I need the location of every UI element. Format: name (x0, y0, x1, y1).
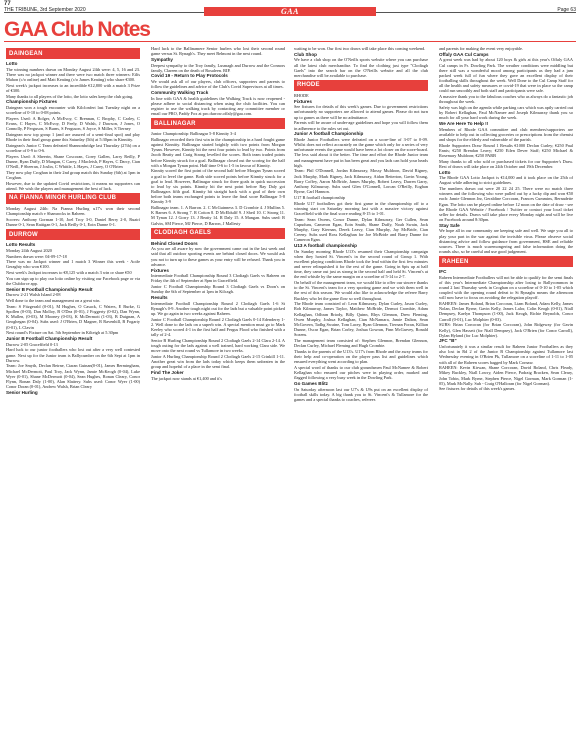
article-paragraph: Rhode U17 footballers got their first game in the championship off to a winning start on Saturday morning last with a massive victory against Graceffield with the final score reading 8-15 to 1-01. (294, 200, 428, 216)
subheading: Fixtures (151, 267, 169, 273)
article-paragraph: Junior C Football Championship Round 2 Clodiagh Gaels 0-14 Edenderry 1-2. Well done to the lads on a superb win. A special mention must go to Mark Keeley who scored 4-1 in the first half and Fergus Flood who finished with a tally of 2-4. (151, 316, 285, 338)
column-2 (151, 46, 285, 727)
subheading: Club Shop (294, 51, 317, 57)
article-paragraph: Rhode Supporters Draw Round 1 Results €1000 Declan Curley; €250 Paul Ennis; €250 Brendan Leavy; €250 Eilen Dever Staff; €250 Michael & Rosemary Muldoon; €250 PARB (439, 142, 573, 158)
article-paragraph: Team: S Fitzgerald (0-01), M Hughes, O Casack, C Waters, E Burke, G Spollen (0-03), Dan Molloy, B O'Dea (0-01), J Foggerty (0-02), Dan Wynn, K Mullen, (0-03), M Mooney (0-03), K McDermott (1-03), B Duignan, A Geoghegan (0-04). Subs used: J O'Brien, D Magner, R Ravenhill, B Fogarty (0-01), L Clavin (6, 303, 140, 330)
section-banner: GAA (204, 7, 376, 16)
subheading: Community Walking Track (151, 89, 209, 95)
page-header (4, 7, 576, 16)
publication-date: THE TRIBUNE, 3rd September 2020 (4, 7, 204, 13)
article-paragraph: A special word of thanks to our club groundsmen Paul McNamee & Robert Kellaghan who ensured our pitches were in playing order, marked and flagged following a very busy week in the Dowling Park. (294, 364, 428, 381)
article-paragraph: See fixtures for details of this week's games. (439, 386, 516, 392)
subheading: Junior A football Championship (294, 131, 364, 137)
article-paragraph: The winning numbers drawn on Monday August 24th were: 4, 5, 16 and 23. There was no jackpot winner and there were two match three winners: Eilís Mahon (c/o online) and Matt Keating (c/o James Keating) who share €300. (6, 66, 140, 82)
subheading: Lotto (6, 61, 18, 66)
article-paragraph: Junior Championship: Ballinagar 5-8 Kinnity 3-4 (151, 131, 236, 137)
subheading: Championship Fixtures (6, 99, 58, 105)
article-paragraph: Team: Joe Smyth, Declan Beirne, Ciaran Guinan(0-01), James Bermingham, Michael McDermott, Paul Troy, Jack Wynn, Jamie McKeogh (0-04), Luke Wyer (0-01), Shane McDermott (0-04), Sean Hughes, Ronan Cleary, Conor Flynn, Ronan Daly (1-00), Alan Slattery. Subs used: Conor Wyer (1-00) Conor Doran (0-01), Andrew Walsh, Brian Cleary (6, 363, 140, 390)
subheading: Junior B Football Championship Result (6, 336, 93, 342)
section-heading: DURROW (6, 229, 140, 240)
subheading: Find The Joker (151, 369, 184, 375)
subheading: Go Games Blitz (294, 381, 328, 387)
article-paragraph: In line with GAA & health guidelines the Walking Track is now reopened - please adhere to social distancing when using the club facilities. You can register to use the walking track by contacting any committee member or email our PRO, Paddy Fox at pro.durrow.offaly@gaa.com. (151, 95, 285, 116)
article-paragraph: U17 B football championship (294, 194, 345, 200)
subheading: Lotto (439, 169, 451, 175)
article-paragraph: Daingean's Junior C Team defeated Shannonbridge last Thursday (27th) on a scoreline of 0-9 to 0-6. (6, 142, 140, 153)
page-number: Page 63 (376, 7, 576, 13)
article-paragraph: Junior A Hurling Championship Round 2 Clodiagh Gaels 2-15 Crinkill 1-11. Another great win from the lads today which keeps them unbeaten in the group and hopeful of a place in the semi final. (151, 353, 285, 370)
column-1 (6, 46, 140, 727)
masthead-title: GAA Club Notes (4, 18, 150, 41)
article-paragraph: Team: Sean Owens, Conor Dunne, Dylan Kilmurray, Ger Cullen, Sean Cupuduru, Cameron Egan, Eoin Smith, Shane Duffy, Noah Swain, Jack Murphy, Gary Kiernan, Derek Leavy, Cian Murphy, Jay McBride, Cian Creeny. Subs used Ross Kellaghan for Joe McBride and Barry Dunne for Cameron Egan. (294, 216, 428, 243)
article-paragraph: However, due to the updated Covid restrictions, it means no supporters can attend. We wish the players and management the best of luck. (6, 180, 140, 191)
article-paragraph: Numbers drawn were: 04-09-17-18 (6, 253, 67, 259)
article-paragraph: Durrow 2-05 Graceffield 0-13 (6, 341, 58, 347)
article-paragraph: The numbers drawn out were 20 22 24 25. There were no match three winners and the following who were pulled out by a lucky dip and won €50 each: Jamie Glennon Jnr, Geraldine Corcoran, Frances Cummins, Bernadette Egan. The lotto can be played online before 12 noon on the date of draw - see the Rhode GAA Website / Facebook / Twitter or contact your local ticket seller for details. Draws will take place every Monday night and will be live on Facebook around 8:30pm. (439, 186, 573, 223)
article-paragraph: RAHEEN: James Boland, Brian Corcoran, Liam Boland, Adam Kelly, James Nolan, Declan Byrne, Gavin Kelly, James Lalor, Colin Keogh (0-01), Niall Dempsey, Kaelyn Thompson (1-00), Jack Keogh, Richie Reynolds, Conor Carroll (0-01), Luc Molphier (0-03). (439, 301, 573, 322)
column-3 (294, 46, 428, 727)
section-heading: RHODE (294, 80, 428, 91)
article-paragraph: See fixtures for details of this week's games. Due to government restrictions unfortunately no supporters are allowed to attend games. Please do not turn up to games as there will be no admittance. (294, 104, 428, 120)
article-paragraph: Intermediate Football Championship Round 3 Clodiagh Gaels vs Raheen on Friday the 4th of September at 8pm in Graceffield. (151, 273, 285, 284)
article-paragraph: Players Used: A Sheerin, Shane Coscoran, Corey Gallen, Larry Reilly, P Dunne, Ryan Duffy, D Mangan, C Carey, J Macleish, P Hayes, C Darcy, Cian O'Neill, P Sheeran, J Joslin, C Whittle, L Hayes, J Carey, O O'Brien (6, 153, 140, 169)
article-paragraph: We have a club shop on the O'Neills sports website where you can purchase all the latest club merchandise. To find the clothing just type "Clodiagh Gaels" into the search bar on the O'Neills website and all the club merchandise will be available to purchase. (294, 57, 428, 78)
subheading: Senior B Football Championship Result (6, 286, 93, 292)
article-paragraph: We hope all in our community are keeping safe and well. We urge you all to play your part in the war against the invisible virus. Please observe social distancing advice and follow guidance from government, HSE and reliable sources. There is much scaremongering and false information doing the rounds also, so be careful and use good judgement. (439, 228, 573, 255)
section-heading: DAINGEAN (6, 48, 140, 59)
article-paragraph: The Rhode team consisted of: Leon Kilmurray, Dylan Curley, Jason Curley, Rob Kilmurray, James Taylor, Matthew McBride, Dermot Crombie, Adam Kellaghan, Odhran Briody, Billy Quinn, Rhys Glennon, Drew Fleming, Owen Murphy, Joshua Kellaghan, Cian McNamara, Jamie Dalton, Sean McGovern, Tadhg Swaine, Tom Lacey, Ryan Glennon, Tiernan Foran, Killian Dunne, Oscar Egan, Brian Corley, Joshua Gowran, Finn McGarvey, Ronald Sozens. (294, 301, 428, 338)
article-paragraph: Rhode Junior Footballers were defeated on a score-line of 3-07 to 0-09. Whilst does not reflect accurately on the game which only for a series of very unfortunate events the game would have been a lot closer on the score-board. The less said about it the better. The time and effort the Rhode Junior team and management have put in has been great and you lads can hold your heads high. (294, 136, 428, 168)
subheading: JFC "B" (439, 338, 457, 344)
article-paragraph: Parents will be aware of under-age guidelines and hope you will follow them in adherence to the rules set out. (294, 120, 428, 131)
article-paragraph: A massive thank you to the fabulous coaches who as always do a fantastic job throughout the week. (439, 94, 573, 105)
article-paragraph: On Saturday afternoon last our U7's & U9s put on an excellent display of football skills today. A big thank you to St. Vincent's & Tullamore for the games and a special thanks to coaches, referees (294, 386, 428, 402)
subheading: Behind Closed Doors (151, 240, 198, 246)
article-paragraph: Safety was high on the agenda while parking cars which was aptly carried out by Robert Kellaghan, Paul McNamee and Joseph Kilmurray thank you so much for all your hard work during the week. (439, 104, 573, 121)
article-paragraph: Monday 24th August 2020 (6, 247, 52, 253)
article-paragraph: Hard luck to the Ballinamere Senior hurlers who lost their second round game versus St. Rynagh's. They meet Belmont in the next round. (151, 46, 285, 57)
article-paragraph: A great week was had by about 120 boys & girls at this year's Offaly GAA Cul camps in Fr. Dowling Park. The weather conditions were middling but there still was a wonderful mood among participants as they had a jam packed week full of fun where they gave an excellent display of their footballing skills throughout the week. Well Done to the Cul Camp Staff for all the health and safety measures re covid-19 that were in place so the camp could run smoothly and both staff and participants were safe. (439, 57, 573, 94)
corner-page-number: 77 (4, 1, 11, 7)
article-paragraph: On behalf of the management team, we would like to offer our sincere thanks to the St. Vincent's team for a very sporting game and we wish them well in the rest of this season. We would also like to acknowledge the referee Barry Buckley who let the game flow so well throughout. (294, 280, 428, 301)
article-paragraph: Next week's jackpot increases to an incredible €12,800 with a match 3 Prize of €300. (6, 82, 140, 93)
article-paragraph: The Rhode GAA Lotto Jackpot is €14,000 and it took place on the 25th of August while adhering to strict guidelines. (439, 175, 573, 186)
article-paragraph: Kinnity scored the first point of the second half before Morgan Tynan scored a goal to level the game. Both side scored points before Kinnity struck for a goal to lead. However, Ballinagar struck for three goals in quick succession to lead by six points. Kinnity hit the next point before Ray Daly got Ballinagars fifth goal. Kinnity hit straight back with a goal of their own before both teams exchanged points to leave the final score Ballinagar 5-8 Kinnity 3-9 (151, 168, 285, 205)
article-paragraph: Monday August 24th: Na Fianna Hurling u17's won their second Championship match v Shamrocks in Raheen. (6, 205, 140, 217)
subheading: Senior Hurling (6, 389, 38, 395)
section-heading: RAHEEN (439, 256, 573, 267)
article-paragraph: You can sign up to play our lotto online by visiting our Facebook page or via the Clubforce app. (6, 275, 140, 287)
subheading: We Are Here To Help !! (439, 121, 489, 126)
article-paragraph: waiting to be won. Our first two draws will take place this coming weekend. (294, 46, 426, 51)
article-paragraph: SUBS: Brian Corcoran (for Brian Corcoran), John Ridgeway (for Gavin Kelly), Glen Hassett (for Niall Dempsey), Jack O'Brien (for Conor Carroll), Dylan Hyland (for Luc Molphier). (439, 322, 573, 338)
subheading: IFC (439, 269, 447, 275)
section-heading: NA FIANNA MINOR HURLING CLUB (6, 193, 140, 204)
article-paragraph: Intermediate Football Championship Round 2 Clodiagh Gaels 1-6 St Rynagh's 0-9. Another tough night out for the lads but a valuable point picked up. We go again in two weeks against Raheen. (151, 300, 285, 316)
article-paragraph: Ballinagar team. 1. A Barron. 2. C McGuinness 3. D Crombie 4. J Mullins 5. K Barnes 6. A Strong 7. R Cotton 8. D McEldulff 9. J Sheil 10. C Strong 11. M Tynan 12. J Gorry 13. J Beatty 14. R Daly 15. A Mangan. Subs used: R Galvin, SM Pierce, MJ Pierce, D Barron, J Mallesty (151, 205, 285, 226)
masthead-rule (4, 41, 576, 42)
subheading: Offaly GAA Cul Camps (439, 51, 489, 57)
article-paragraph: Members of Rhode GAA committee and club members/supporters are available to help out in collecting groceries or prescriptions from the chemist and shops for the elderly and vulnerable of the parish. (439, 126, 573, 142)
article-paragraph: Next round's Fixture on Sat. 5th September in Kilteigh at 5.30pm (6, 330, 119, 336)
article-paragraph: Hard luck to our junior footballers who lost out after a very well contested game. Next up for the Junior team is Ballycumber on the 6th Sept at 1pm in Durrow. (6, 347, 140, 363)
subheading: Fixtures (294, 98, 312, 104)
article-paragraph: RHODE (294, 92, 309, 98)
article-paragraph: Raheen Intermediate Footballers will not be able to qualify for the semi finals of this year's Intermediate Championship after losing to Ballycommon in round 2 last Thursday week in Croghan on a scoreline of 0-10 to 1-05 which coupled with the opening round defeat to St Rynaghs means the afternoon will now have to focus on avoiding the relegation playoff. (439, 274, 573, 301)
article-paragraph: Ballinagar recorded their first win in the championship in a hard fought game against Kinnitty. Ballinagar started brightly with two points from Morgan Tynan. However, Kinnity hit the next four points to lead by two. Points from Jacob Beatty and Craig Strong levelled the scores. Both team traded points before Kinnity struck for a goal. Ballinagar closed out the scoring for the half with a Morgan Tynan point. Half time 0-6 to 1-5 in favour of Kinnity. (151, 136, 285, 168)
article-paragraph: RAHEEN: Kevin Kirwan, Shane Corcoran, David Boland, Chris Fleady, Mikey Buckley, Niall Lowry, Aiden Pierce, Padraig Bracken, Sean Cleary, John Tobin, Mark Byrne, Stephen Pierce, Nigel Gorman, Mark Gorman (1-05), Mark McNally. Sub - Craig O'Halloran (for Nigel Gorman). (439, 365, 573, 386)
section-heading: BALLINAGAR (151, 118, 285, 129)
article-paragraph: On Sunday morning Rhode U13's resumed their Championship campaign when they hosted St. Vincent's in the second round of Group 1. With excellent playing conditions Rhode took the lead within the first few minutes and never relinquished it for the rest of the game. Going in 6pts up at half time, they came out just as strong in the second half and held St. Vincent's at the end whistle by the same margin on a scoreline of 5-14 to 2-7. (294, 248, 428, 280)
subheading: U13 A football championship (294, 242, 357, 248)
article-paragraph: They now play Croghan in their 2nd group match this Sunday (6th) at 1pm in Croghan. (6, 169, 140, 180)
article-paragraph: Junior C Football Championship Round 3 Clodiagh Gaels vs Doon's on Sunday the 6th of September at 1pm in Kilcagh. (151, 284, 285, 295)
subheading: Covid 19 - Return to Play Protocols (151, 73, 228, 79)
article-paragraph: Durrow 2-21 Walsh Island 2-08 (6, 292, 61, 298)
article-paragraph: The management team consisted of: Stephen Glennon, Brendan Glennon, Declan Curley, Michael Fleming and Hugh Crombie. (294, 338, 428, 349)
article-paragraph: As you are all aware by now the government came out in the last week and said that all outdoor sporting events are behind closed doors. We would ask you not to turn up to these games as your entry will be refused. Thank you in advance. (151, 246, 285, 267)
article-paragraph: We would ask all of our players, club officers, supporters and parents to follow the guidelines and advice of the Club's Covid Supervisors at all times. (151, 79, 285, 90)
article-paragraph: Players Used: A Bolger, A McEvoy, C Brennan, C Brophy, C Carley, C Evans, C Hayes, C McEvoy, D Feely, D Walsh, J Dawson, J Jones, O Connolly, P Ferguson, S Burns, S Ferguson, S Joyce, S Miller, S Tierney (6, 115, 140, 132)
article-paragraph: The jackpot now stands at €1,400 and it's (151, 375, 222, 381)
article-paragraph: Senior B Hurling Championship Round 2 Clodiagh Gaels 2-14 Clara 2-14. A tough outing for the lads against a well trained, hard working Clara side. We move onto the next round vs Tullamore in two weeks. (151, 337, 285, 354)
article-paragraph: Scorers: Anthony Gorman 1-10, Joel Troy 3-0, Daniel Berry 2-0, Ruairí Dunne 0-1, Sean Rattigan 0-1, Jack Reilly 0-1, Eoin Dunne 0-1. (6, 216, 140, 228)
article-paragraph: Thanks to the parents of the U13's. U17's from Rhode and the away teams for their help and co-operation on the player pass list and guidelines which ensured everything went according to plan. (294, 348, 428, 365)
subheading: Lotto Results (6, 242, 36, 248)
article-paragraph: Many thanks to all who sold or purchased tickets for our Supporter's Draw. Rest of draws will take place on 24th October and 19th December. (439, 158, 573, 169)
subheading: Stay Safe (439, 222, 460, 228)
article-paragraph: Deepest sympathy to the Troy family, Lusmagh and Durrow and the Connors family, Clareen on the death of Rosaleen. RIP. (151, 62, 285, 73)
article-paragraph: and parents for making the event very enjoyable. (439, 46, 523, 51)
subheading: Sympathy (151, 56, 173, 62)
subheading: Results (151, 294, 168, 300)
article-paragraph: There was no Jackpot winner and 1 match 3 Winner this week - Aoife Geraghty who won €100. (6, 259, 140, 270)
section-heading: CLODIAGH GAELS (151, 228, 285, 239)
article-paragraph: Next week's Jackpot increases to €8,125 with a match 3 win or share €50 (6, 270, 132, 276)
article-paragraph: Many thanks to all players of the lotto, the lotto sales keep the club going. (6, 93, 134, 99)
article-paragraph: Daingean won a tough encounter with Kilclonfert last Tuesday night on a scoreline of 0-10 to 0-08 points. (6, 104, 140, 116)
column-4 (439, 46, 573, 727)
article-paragraph: Unfortunately it was a similar result for Raheen Junior Footballers as they also lost in Rd 2 of the Junior B Championship against Tullamore last Wednesday evening in O'Brien Pk, Tullamore on a scoreline of 1-11 to 1-05 with all of the Raheen scores bagged by Mark Cornaw. (439, 344, 573, 365)
article-paragraph: Daingean now top group 1 (and are assured of a semi-final spot) and play Rhode in their final group game this Saturday (5th) at 5:30pm in Kinnitty. (6, 131, 140, 143)
article-paragraph: Team: Phil O'Donnell, Jordan Kilmurray, Mossy Muldoon, David Rigney, Jack Murphy, Mark Rigney, Jack Kilmurray, Aidan Betterton, Gavin Young, Barry Coffey, Aaron McBride, James Murphy, Robert Leavy, Darren Garry, Anthony Kilmurray. Subs used Glen O'Connell, Lorcan O'Reilly, Eoghan Byrne, Carl Hannon. (294, 168, 428, 195)
article-paragraph: Well done to the team and management on a great win. (6, 298, 101, 304)
